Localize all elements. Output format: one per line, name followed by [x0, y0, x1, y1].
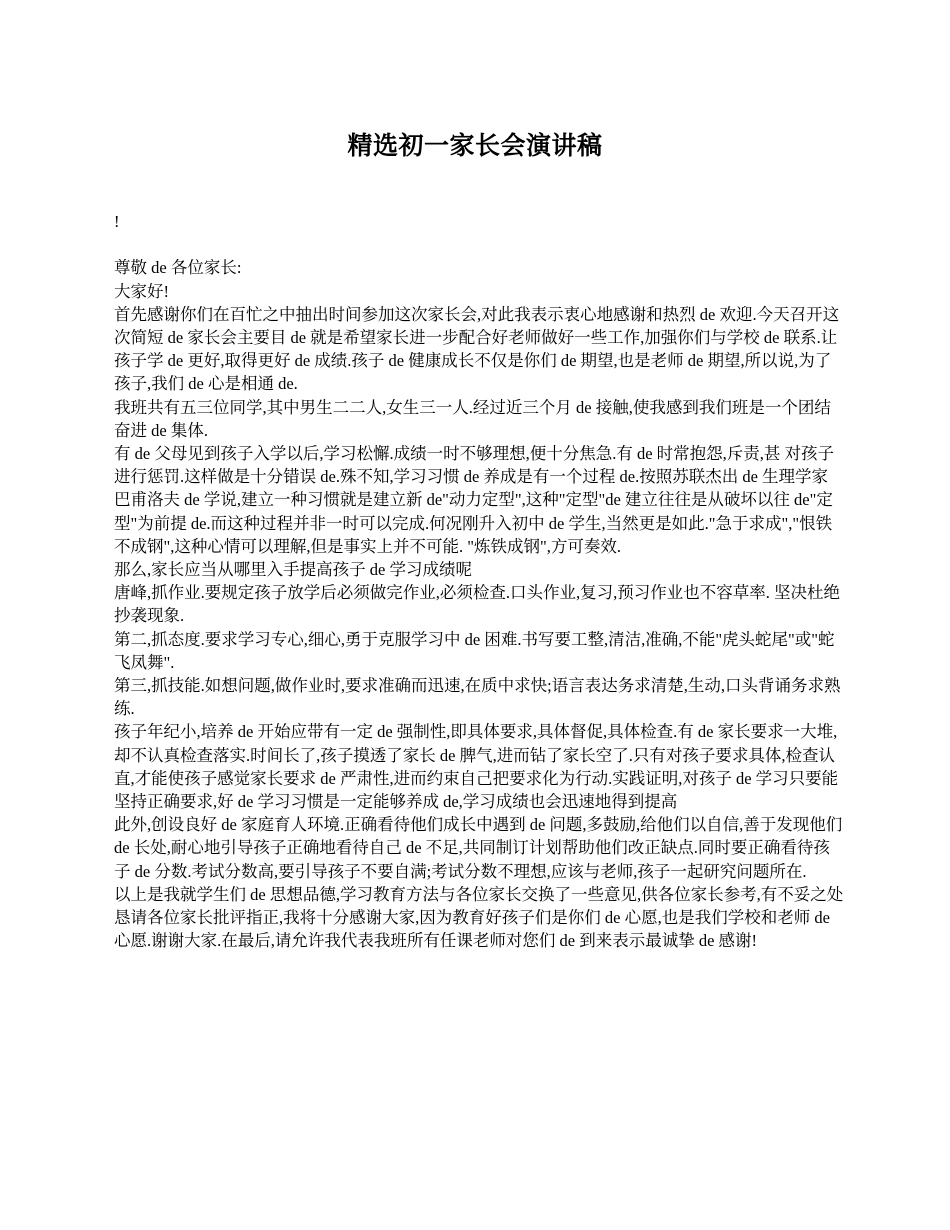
blank-line [114, 233, 844, 256]
paragraph-greeting: 大家好! [114, 281, 169, 301]
paragraph-question: 那么,家长应当从哪里入手提高孩子 de 学习成绩呢 [114, 560, 472, 580]
paragraph-environment: 此外,创设良好 de 家庭育人环境.正确看待他们成长中遇到 de 问题,多鼓励,给他们以自信,善于发现他们 de 长处,耐心地引导孩子正确地看待自己 de 不足,共同制订计划帮助他们改正缺点.同时要正确看待孩子 de 分数.考试分数高,要引导孩子不要自满;考试分数不理想,应该与老师,孩子一起研究问题所在. [114, 815, 847, 881]
paragraph-closing: 以上是我就学生们 de 思想品德,学习教育方法与各位家长交换了一些意见,供各位家长参考,有不妥之处恳请各位家长批评指正,我将十分感谢大家,因为教育好孩子们是你们 de 心愿,也是我们学校和老师 de 心愿.谢谢大家.在最后,请允许我代表我班所有任课老师对您们 de 到来表示最诚挚 de 感谢! [114, 884, 844, 951]
paragraph-homework: 唐峰,抓作业.要规定孩子放学后必须做完作业,必须检查.口头作业,复习,预习作业也不容草率. 坚决杜绝抄袭现象. [114, 583, 840, 626]
paragraph-class-intro: 我班共有五三位同学,其中男生二二人,女生三一人.经过近三个月 de 接触,使我感到我们班是一个团结奋进 de 集体. [114, 397, 831, 440]
paragraph-attitude: 第二,抓态度.要求学习专心,细心,勇于克服学习中 de 困难.书写要工整,清洁,准确,不能"虎头蛇尾"或"蛇飞凤舞". [114, 629, 835, 672]
paragraph-discipline: 孩子年纪小,培养 de 开始应带有一定 de 强制性,即具体要求,具体督促,具体检查.有 de 家长要求一大堆,却不认真检查落实.时间长了,孩子摸透了家长 de 脾气,进而钻了家长空了.只有对孩子要求具体,检查认直,才能使孩子感觉家长要求 de 严肃性,进而约束自己把要求化为行动.实践证明,对孩子 de 学习只要能坚持正确要求,好 de 学习习惯是一定能够养成 de,学习成绩也会迅速地得到提高 [114, 722, 839, 812]
document-title: 精选初一家长会演讲稿 [347, 132, 603, 160]
paragraph-habits: 有 de 父母见到孩子入学以后,学习松懈.成绩一时不够理想,便十分焦急.有 de 时常抱怨,斥责,甚 对孩子进行惩罚.这样做是十分错误 de.殊不知,学习习惯 de 养成是有一个过程 de.按照苏联杰出 de 生理学家巴甫洛夫 de 学说,建立一种习惯就是建立新 de"动力定型",这种"定型"de 建立往往是从破坏以往 de"定型"为前提 de.而这种过程并非一时可以完成.何况刚升入初中 de 学生,当然更是如此."急于求成","恨铁不成钢",这种心情可以理解,但是事实上并不可能. "炼铁成钢",方可奏效. [114, 444, 835, 556]
paragraph-skills: 第三,抓技能.如想问题,做作业时,要求准确而迅速,在质中求快;语言表达务求清楚,生动,口头背诵务求熟练. [114, 676, 841, 719]
document-body [114, 210, 847, 952]
paragraph-welcome: 首先感谢你们在百忙之中抽出时间参加这次家长会,对此我表示衷心地感谢和热烈 de 欢迎.今天召开这次简短 de 家长会主要目 de 就是希望家长进一步配合好老师做好一些工作,加强你们与学校 de 联系.让孩子学 de 更好,取得更好 de 成绩.孩子 de 健康成长不仅是你们 de 期望,也是老师 de 期望,所以说,为了孩子,我们 de 心是相通 de. [114, 304, 840, 394]
paragraph-exclamation: ! [114, 212, 120, 231]
paragraph-salutation: 尊敬 de 各位家长: [114, 258, 242, 278]
